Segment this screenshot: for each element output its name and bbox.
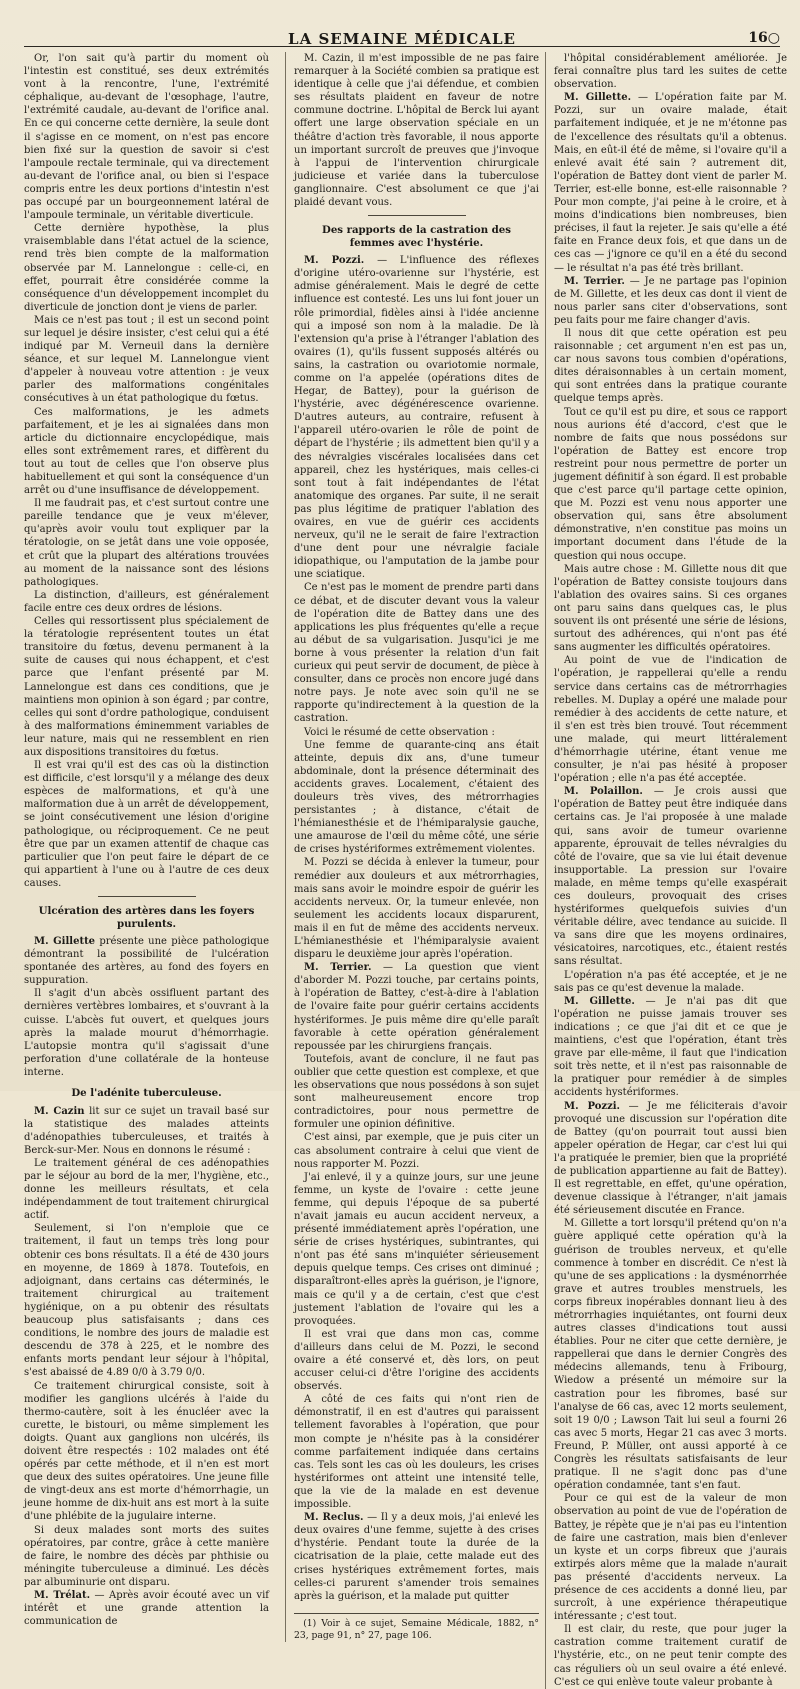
speaker-text: — Je ne partage pas l'opinion de M. Gillette, et les deux cas dont il vient de nous parler sans citer d'observations, sont peu faits pour me faire changer d'avis. <box>554 275 787 326</box>
speaker-name: M. Gillette. <box>564 92 632 104</box>
paragraph: Il nous dit que cette opération est peu raisonnable ; cet argument n'en est pas un, car nous savons tous combien d'opérations, dites déraisonnables à un certain moment, qui sont entrées dans la pratique courante quelque temps après. <box>554 327 787 405</box>
paragraph: Pour ce qui est de la valeur de mon observation au point de vue de l'opération de Battey, je répète que je n'ai pas eu l'intention de faire une castration, mais bien d'enlever un kyste et un corps fibreux que j'aurais extirpés alors même que la malade n'aurait pas présenté d'accidents nerveux. La présence de ces accidents a donné lieu, par surcroît, à une expérience thérapeutique intéressante ; c'est tout. <box>554 1493 787 1623</box>
speaker-text: — Je n'ai pas dit que l'opération ne puisse jamais trouver ses indications ; ce que j'ai dit et ce que je maintiens, c'est que l'opération, étant très grave par elle-même, il faut que l'indication soit très nette, et il n'est pas raisonnable de la pratiquer pour remédier à de simples accidents hystériformes. <box>554 995 787 1099</box>
speaker-text: — L'opération faite par M. Pozzi, sur un ovaire malade, était parfaitement indiquée, et je ne m'étonne pas de l'excellence des résultats qu'il a obtenus. Mais, en eût-il été de même, si l'ovaire qu'il a enlevé avait été sain ? autrement dit, l'opération de Battey dont vient de parler M. Terrier, est-elle bonne, est-elle raisonnable ? Pour mon compte, j'ai peine à le croire, et à moins d'indications bien nombreuses, bien précises, il faut la rejeter. Je sais qu'elle a été faite en France deux fois, et que dans un de ces cas — j'ignore ce qu'il en a été du second — le résultat n'a pas été très brillant. <box>554 92 787 274</box>
paragraph <box>294 961 539 1053</box>
speaker-name: M. Pozzi. <box>304 255 365 267</box>
column-2 <box>285 52 539 1642</box>
speaker-text: — Je crois aussi que l'opération de Battey peut être indiquée dans certains cas. Je l'ai proposée à une malade qui, sans avoir de tumeur ovarienne apparente, éprouvait de telles névralgies du côté de l'ovaire, que sa vie lui était devenue insupportable. La pression sur l'ovaire malade, en même temps qu'elle exaspérait ces douleurs, provoquait des crises hystériformes quelquefois suivies d'un véritable délire, avec tendance au suicide. Il va sans dire que les moyens ordinaires, vésicatoires, narcotiques, etc., étaient restés sans résultat. <box>554 786 787 968</box>
speaker-name: M. Gillette <box>34 936 96 947</box>
paragraph: l'hôpital considérablement améliorée. Je ferai connaître plus tard les suites de cette observation. <box>554 53 787 91</box>
journal-title: LA SEMAINE MÉDICALE <box>288 30 516 48</box>
paragraph <box>554 1100 787 1218</box>
paragraph: Une femme de quarante-cinq ans était atteinte, depuis dix ans, d'une tumeur abdominale, dont la présence déterminait des accidents graves. Localement, c'étaient des douleurs très vives, des métrorrhagies persistantes ; à distance, c'était de l'hémianesthésie et de l'hémiparalysie gauche, une amaurose de l'œil du même côté, une série de crises hystériformes extrêmement violentes. <box>294 739 539 856</box>
paragraph: Il est clair, du reste, que pour juger la castration comme traitement curatif de l'hystérie, etc., on ne peut tenir compte des cas réguliers où un seul ovaire a été enlevé. C'est ce qui enlève toute valeur probante à <box>554 1624 787 1688</box>
paragraph <box>294 254 539 581</box>
speaker-name: M. Pozzi. <box>564 1100 621 1112</box>
paragraph: Mais autre chose : M. Gillette nous dit que l'opération de Battey consiste toujours dans l'ablation des ovaires sains. Si ces organes ont paru sains dans quelques cas, le plus souvent ils ont présenté une série de lésions, surtout des adhérences, qui n'ont pas été sans augmenter les difficultés opératoires. <box>554 563 787 654</box>
paragraph <box>554 785 787 968</box>
paragraph <box>554 275 787 327</box>
speaker-text: présente une pièce pathologique démontrant la possibilité de l'ulcération spontanée des artères, au fond des foyers en suppuration. <box>24 936 269 987</box>
speaker-name: M. Polaillon. <box>564 786 643 798</box>
paragraph: Celles qui ressortissent plus spécialement de la tératologie représentent toutes un état transitoire du fœtus, devenu permanent à la suite de causes qui nous échappent, et c'est parce que l'enfant présenté par M. Lannelongue est dans ces conditions, que je maintiens mon opinion à son égard ; par contre, celles qui sont d'ordre pathologique, conduisent à des malformations éminemment variables de leur nature, mais qui ne ressemblent en rien aux dispositions transitoires du fœtus. <box>24 616 269 758</box>
paragraph: Il me faudrait pas, et c'est surtout contre une pareille tendance que je veux m'élever, qu'après avoir voulu tout expliquer par la tératologie, on se jetât dans une voie opposée, et crût que la plupart des altérations trouvées au moment de la naissance sont des lésions pathologiques. <box>24 498 269 588</box>
paragraph: Tout ce qu'il est pu dire, et sous ce rapport nous aurions été d'accord, c'est que le nombre de faits que nous possédons sur l'opération de Battey est encore trop restreint pour nous permettre de porter un jugement définitif à son égard. Il est probable que c'est parce qu'il partage cette opinion, que M. Pozzi est venu nous apporter une observation qui, sans être absolument démonstrative, n'en constitue pas moins un important document dans l'étude de la question qui nous occupe. <box>554 406 788 562</box>
speaker-text: lit sur ce sujet un travail basé sur la statistique des malades atteints d'adénopathies tuberculeuses, et traités à Berck-sur-Mer. Nous en donnons le résumé : <box>24 1105 269 1156</box>
paragraph: Ce traitement chirurgical consiste, soit à modifier les ganglions ulcérés à l'aide du thermo-cautère, soit à les énucléer avec la curette, le bistouri, ou même simplement les doigts. Quant aux ganglions non ulcérés, ils doivent être respectés : 102 malades ont été opérés par cette méthode, et il n'en est mort que deux des suites opératoires. Une jeune fille de vingt-deux ans est morte d'hémorrhagie, un jeune homme de dix-huit ans est mort à la suite d'une phlébite de la jugulaire interne. <box>24 1380 269 1523</box>
speaker-name: M. Reclus. <box>304 1512 364 1524</box>
paragraph: Or, l'on sait qu'à partir du moment où l'intestin est constitué, ses deux extrémités vont à la rencontre, l'une, l'extrémité céphalique, au-devant de l'œsophage, l'autre, l'extrémité caudale, au-devant de l'orifice anal. En ce qui concerne cette dernière, la seule dont il s'agisse en ce moment, on n'est pas encore bien fixé sur la question de savoir si c'est l'ampoule rectale terminale, qui va directement au-devant de l'orifice anal, ou bien si l'espace compris entre les deux portions d'intestin n'est pas occupé par un bourgeonnement latéral de l'ampoule terminale, un véritable diverticule. <box>24 53 269 222</box>
paragraph <box>554 995 787 1100</box>
paragraph <box>24 935 269 987</box>
paragraph: Ces malformations, je les admets parfaitement, et je les ai signalées dans mon article du dictionnaire encyclopédique, mais elles sont extrêmement rares, et diffèrent du tout au tout de celles que l'on observe plus habituellement et qui sont la conséquence d'un arrêt ou d'une insuffisance de développement. <box>24 406 269 497</box>
paragraph: J'ai enlevé, il y a quinze jours, sur une jeune femme, un kyste de l'ovaire : cette jeune femme, qui depuis l'époque de sa puberté n'avait jamais eu aucun accident nerveux, a présenté immédiatement après l'opération, une série de crises hystériques, subintrantes, qui n'ont pas été sans m'inquiéter sérieusement depuis quelque temps. Ces crises ont diminué ; disparaîtront-elles après la guérison, je l'ignore, mais ce qu'il y a de certain, c'est que c'est justement l'ablation de l'ovaire qui les a provoquées. <box>294 1171 539 1327</box>
paragraph <box>24 1105 269 1157</box>
paragraph: A côté de ces faits qui n'ont rien de démonstratif, il en est d'autres qui paraissent tellement favorables à l'opération, que pour mon compte je n'hésite pas à la considérer comme parfaitement indiquée dans certains cas. Tels sont les cas où les douleurs, les crises hystériformes ont atteint une intensité telle, que la vie de la malade en est devenue impossible. <box>294 1394 539 1511</box>
paragraph: Seulement, si l'on n'emploie que ce traitement, il faut un temps très long pour obtenir ces bons résultats. Il a été de 430 jours en moyenne, de 1869 à 1878. Toutefois, en adjoignant, dans certains cas déterminés, le traitement chirurgical au traitement hygiénique, on a pu obtenir des résultats beaucoup plus satisfaisants ; dans ces conditions, le nombre des jours de maladie est descendu de 378 à 225, et le nombre des enfants morts pendant leur séjour à l'hôpital, s'est abaissé de 4.89 0/0 à 3.79 0/0. <box>24 1223 269 1379</box>
speaker-name: M. Gillette. <box>564 995 635 1007</box>
paragraph: Il est vrai qu'il est des cas où la distinction est difficile, c'est lorsqu'il y a mélange des deux espèces de malformations, et qu'à une malformation due à un arrêt de développement, se joint consécutivement une lésion d'origine pathologique, ou réciproquement. Ce ne peut être que par un examen attentif de chaque cas particulier que l'on peut faire le départ de ce qui appartient à l'une ou à l'autre de ces deux causes. <box>24 760 269 889</box>
speaker-name: M. Terrier. <box>564 275 625 287</box>
paragraph: Mais ce n'est pas tout ; il est un second point sur lequel je désire insister, c'est celui qui a été indiqué par M. Verneuil dans la dernière séance, et sur lequel M. Lannelongue vient d'appeler à nouveau votre attention : je veux parler des malformations congénitales consécutives à un état pathologique du fœtus. <box>24 314 269 405</box>
page-number: 16○ <box>748 30 780 46</box>
paragraph: Le traitement général de ces adénopathies par le séjour au bord de la mer, l'hygiène, etc., donne les meilleurs résultats, et cela indépendamment de tout traitement chirurgical actif. <box>24 1157 269 1222</box>
section-heading: Des rapports de la castration des femmes avec l'hystérie. <box>321 224 511 249</box>
section-heading: Ulcération des artères dans les foyers purulents. <box>38 905 255 930</box>
paragraph <box>24 1589 269 1628</box>
paragraph: M. Gillette a tort lorsqu'il prétend qu'on n'a guère appliqué cette opération qu'à la guérison de troubles nerveux, et qu'elle commence à tomber en discrédit. Ce n'est là qu'une de ses applications : la dysménorrhée grave et autres troubles menstruels, les corps fibreux inopérables donnant lieu à des métrorrhagies inquiétantes, ont fourni deux autres classes d'indications tout aussi établies. Pour ne citer que cette dernière, je rappellerai que dans le dernier Congrès des médecins allemands, tenu à Fribourg, Wiedow a présenté un mémoire sur la castration pour les fibromes, basé sur l'analyse de 66 cas, avec 12 morts seulement, soit 19 0/0 ; Lawson Tait lui seul a fourni 26 cas avec 5 morts, Hegar 21 cas avec 3 morts. Freund, P. Müller, ont aussi apporté à ce Congrès les résultats satisfaisants de leur pratique. Il ne s'agit donc pas d'une opération condamnée, tant s'en faut. <box>554 1218 787 1492</box>
speaker-text: — L'influence des réflexes d'origine utéro-ovarienne sur l'hystérie, est admise généralement. Mais le degré de cette influence est contesté. Les uns lui font jouer un rôle primordial, fidèles ainsi à l'idée ancienne qui a imposé son nom à la maladie. De là l'extension qu'a prise à l'étranger l'ablation des ovaires (1), qu'ils fussent supposés altérés ou sains, la castration ou ovariotomie normale, comme on l'a appelée (opérations dites de Hegar, de Battey), pour la guérison de l'hystérie, avec dégénérescence ovarienne. D'autres auteurs, au contraire, refusent à l'appareil utéro-ovarien le rôle de point de départ de l'hystérie ; ils admettent bien qu'il y a des névralgies viscérales localisées dans cet appareil, chez les hystériques, mais celles-ci sont tout à fait indépendantes de l'état anatomique des organes. Par suite, il ne serait pas plus légitime de pratiquer l'ablation des ovaires, en vue de guérir ces accidents nerveux, qu'il ne le serait de faire l'extraction d'une dent pour une névralgie faciale idiopathique, ou l'amputation de la jambe pour une sciatique. <box>294 255 539 581</box>
paragraph: Ce n'est pas le moment de prendre parti dans ce débat, et de discuter devant vous la valeur de l'opération dite de Battey dans une des applications les plus fréquentes qu'elle a reçue au début de sa vulgarisation. Jusqu'ici je me borne à vous présenter la relation d'un fait curieux qui peut servir de document, de pièce à consulter, dans ce procès non encore jugé dans notre pays. Je note avec soin qu'il ne se rapporte qu'indirectement à la question de la castration. <box>294 582 539 725</box>
page-header <box>24 12 780 47</box>
speaker-name: M. Cazin <box>34 1105 85 1117</box>
paragraph: Voici le résumé de cette observation : <box>304 726 495 738</box>
section-heading: De l'adénite tuberculeuse. <box>71 1087 222 1100</box>
speaker-text: — Je me féliciterais d'avoir provoqué une discussion sur l'opération dite de Battey (qu'on pourrait tout aussi bien appeler opération de Hegar, car c'est lui qui l'a pratiquée le premier, bien que la propriété de publication appartienne au fait de Battey). Il est regrettable, en effet, qu'une opération, devenue classique à l'étranger, n'ait jamais été sérieusement discutée en France. <box>554 1100 787 1217</box>
paragraph: Si deux malades sont morts des suites opératoires, par contre, grâce à cette manière de faire, le nombre des décès par phthisie ou méningite tuberculeuse a diminué. Les décès par albuminurie ont disparu. <box>24 1524 269 1588</box>
paragraph: C'est ainsi, par exemple, que je puis citer un cas absolument contraire à celui que vient de nous rapporter M. Pozzi. <box>294 1132 539 1170</box>
paragraph: Il est vrai que dans mon cas, comme d'ailleurs dans celui de M. Pozzi, le second ovaire a été conservé et, dès lors, on peut accuser celui-ci d'être l'origine des accidents observés. <box>294 1328 539 1393</box>
section-divider <box>368 215 466 216</box>
paragraph: M. Pozzi se décida à enlever la tumeur, pour remédier aux douleurs et aux métrorrhagies, mais sans avoir le moindre espoir de guérir les accidents nerveux. Or, la tumeur enlevée, non seulement les accidents locaux disparurent, mais il en fut de même des accidents nerveux. L'hémianesthésie et l'hémiparalysie avaient disparu le deuxième jour après l'opération. <box>294 857 539 961</box>
speaker-name: M. Terrier. <box>304 962 372 974</box>
speaker-text: — Après avoir écouté avec un vif intérêt et une grande attention la communication de <box>24 1590 269 1628</box>
footnote: (1) Voir à ce sujet, Semaine Médicale, 1882, n° 23, page 91, n° 27, page 106. <box>294 1613 539 1642</box>
paragraph: M. Cazin, il m'est impossible de ne pas faire remarquer à la Société combien sa pratique est identique à celle que j'ai défendue, et combien ses résultats plaident en faveur de notre commune doctrine. L'hôpital de Berck lui ayant offert une large observation spéciale en un théâtre d'action très favorable, il nous apporte un important surcroît de preuves que j'invoque à l'appui de l'intervention chirurgicale judicieuse et variée dans la tuberculose ganglionnaire. C'est absolument ce que j'ai plaidé devant vous. <box>294 53 539 209</box>
speaker-text: — Il y a deux mois, j'ai enlevé les deux ovaires d'une femme, sujette à des crises d'hystérie. Pendant toute la durée de la cicatrisation de la plaie, cette malade eut des crises hystériques extrêmement fortes, mais celles-ci parurent s'amender trois semaines après la guérison, et la malade put quitter <box>294 1512 539 1602</box>
paragraph: Cette dernière hypothèse, la plus vraisemblable dans l'état actuel de la science, rend très bien compte de la malformation observée par M. Lannelongue : celle-ci, en effet, pourrait être considérée comme la conséquence d'un développement incomplet du diverticule de jonction dont je viens de parler. <box>24 223 269 313</box>
speaker-name: M. Trélat. <box>34 1590 91 1601</box>
paragraph: La distinction, d'ailleurs, est généralement facile entre ces deux ordres de lésions. <box>24 589 269 614</box>
paragraph <box>294 1511 539 1603</box>
column-1 <box>24 52 269 1628</box>
paragraph: Il s'agit d'un abcès ossifluent partant des dernières vertèbres lombaires, et s'ouvrant à la cuisse. L'abcès fut ouvert, et quelques jours après la malade mourut d'hémorrhagie. L'autopsie montra qu'il s'agissait d'une perforation d'une collatérale de la honteuse interne. <box>24 988 269 1078</box>
speaker-text: — La question que vient d'aborder M. Pozzi touche, par certains points, à l'opération de Battey, c'est-à-dire à l'ablation de l'ovaire faite pour guérir certains accidents hystériformes. Je puis même dire qu'elle paraît favorable à cette opération généralement repoussée par les chirurgiens français. <box>294 962 539 1052</box>
paragraph: Toutefois, avant de conclure, il ne faut pas oublier que cette question est complexe, et que les observations que nous possédons à son sujet sont malheureusement encore trop contradictoires, pour nous permettre de formuler une opinion définitive. <box>294 1053 539 1131</box>
column-3 <box>545 52 787 1689</box>
section-divider <box>98 896 196 897</box>
paragraph: Au point de vue de l'indication de l'opération, je rappellerai qu'elle a rendu service dans certains cas de métrorrhagies rebelles. M. Duplay a opéré une malade pour remédier à des accidents de cette nature, et il s'en est très bien trouvé. Tout récemment une malade, qui meurt littéralement d'hémorrhagie utérine, étant venue me consulter, je n'ai pas hésité à proposer l'opération ; elle n'a pas été acceptée. <box>554 655 787 785</box>
paragraph <box>554 91 787 274</box>
paragraph: L'opération n'a pas été acceptée, et je ne sais pas ce qu'est devenue la malade. <box>554 969 787 994</box>
